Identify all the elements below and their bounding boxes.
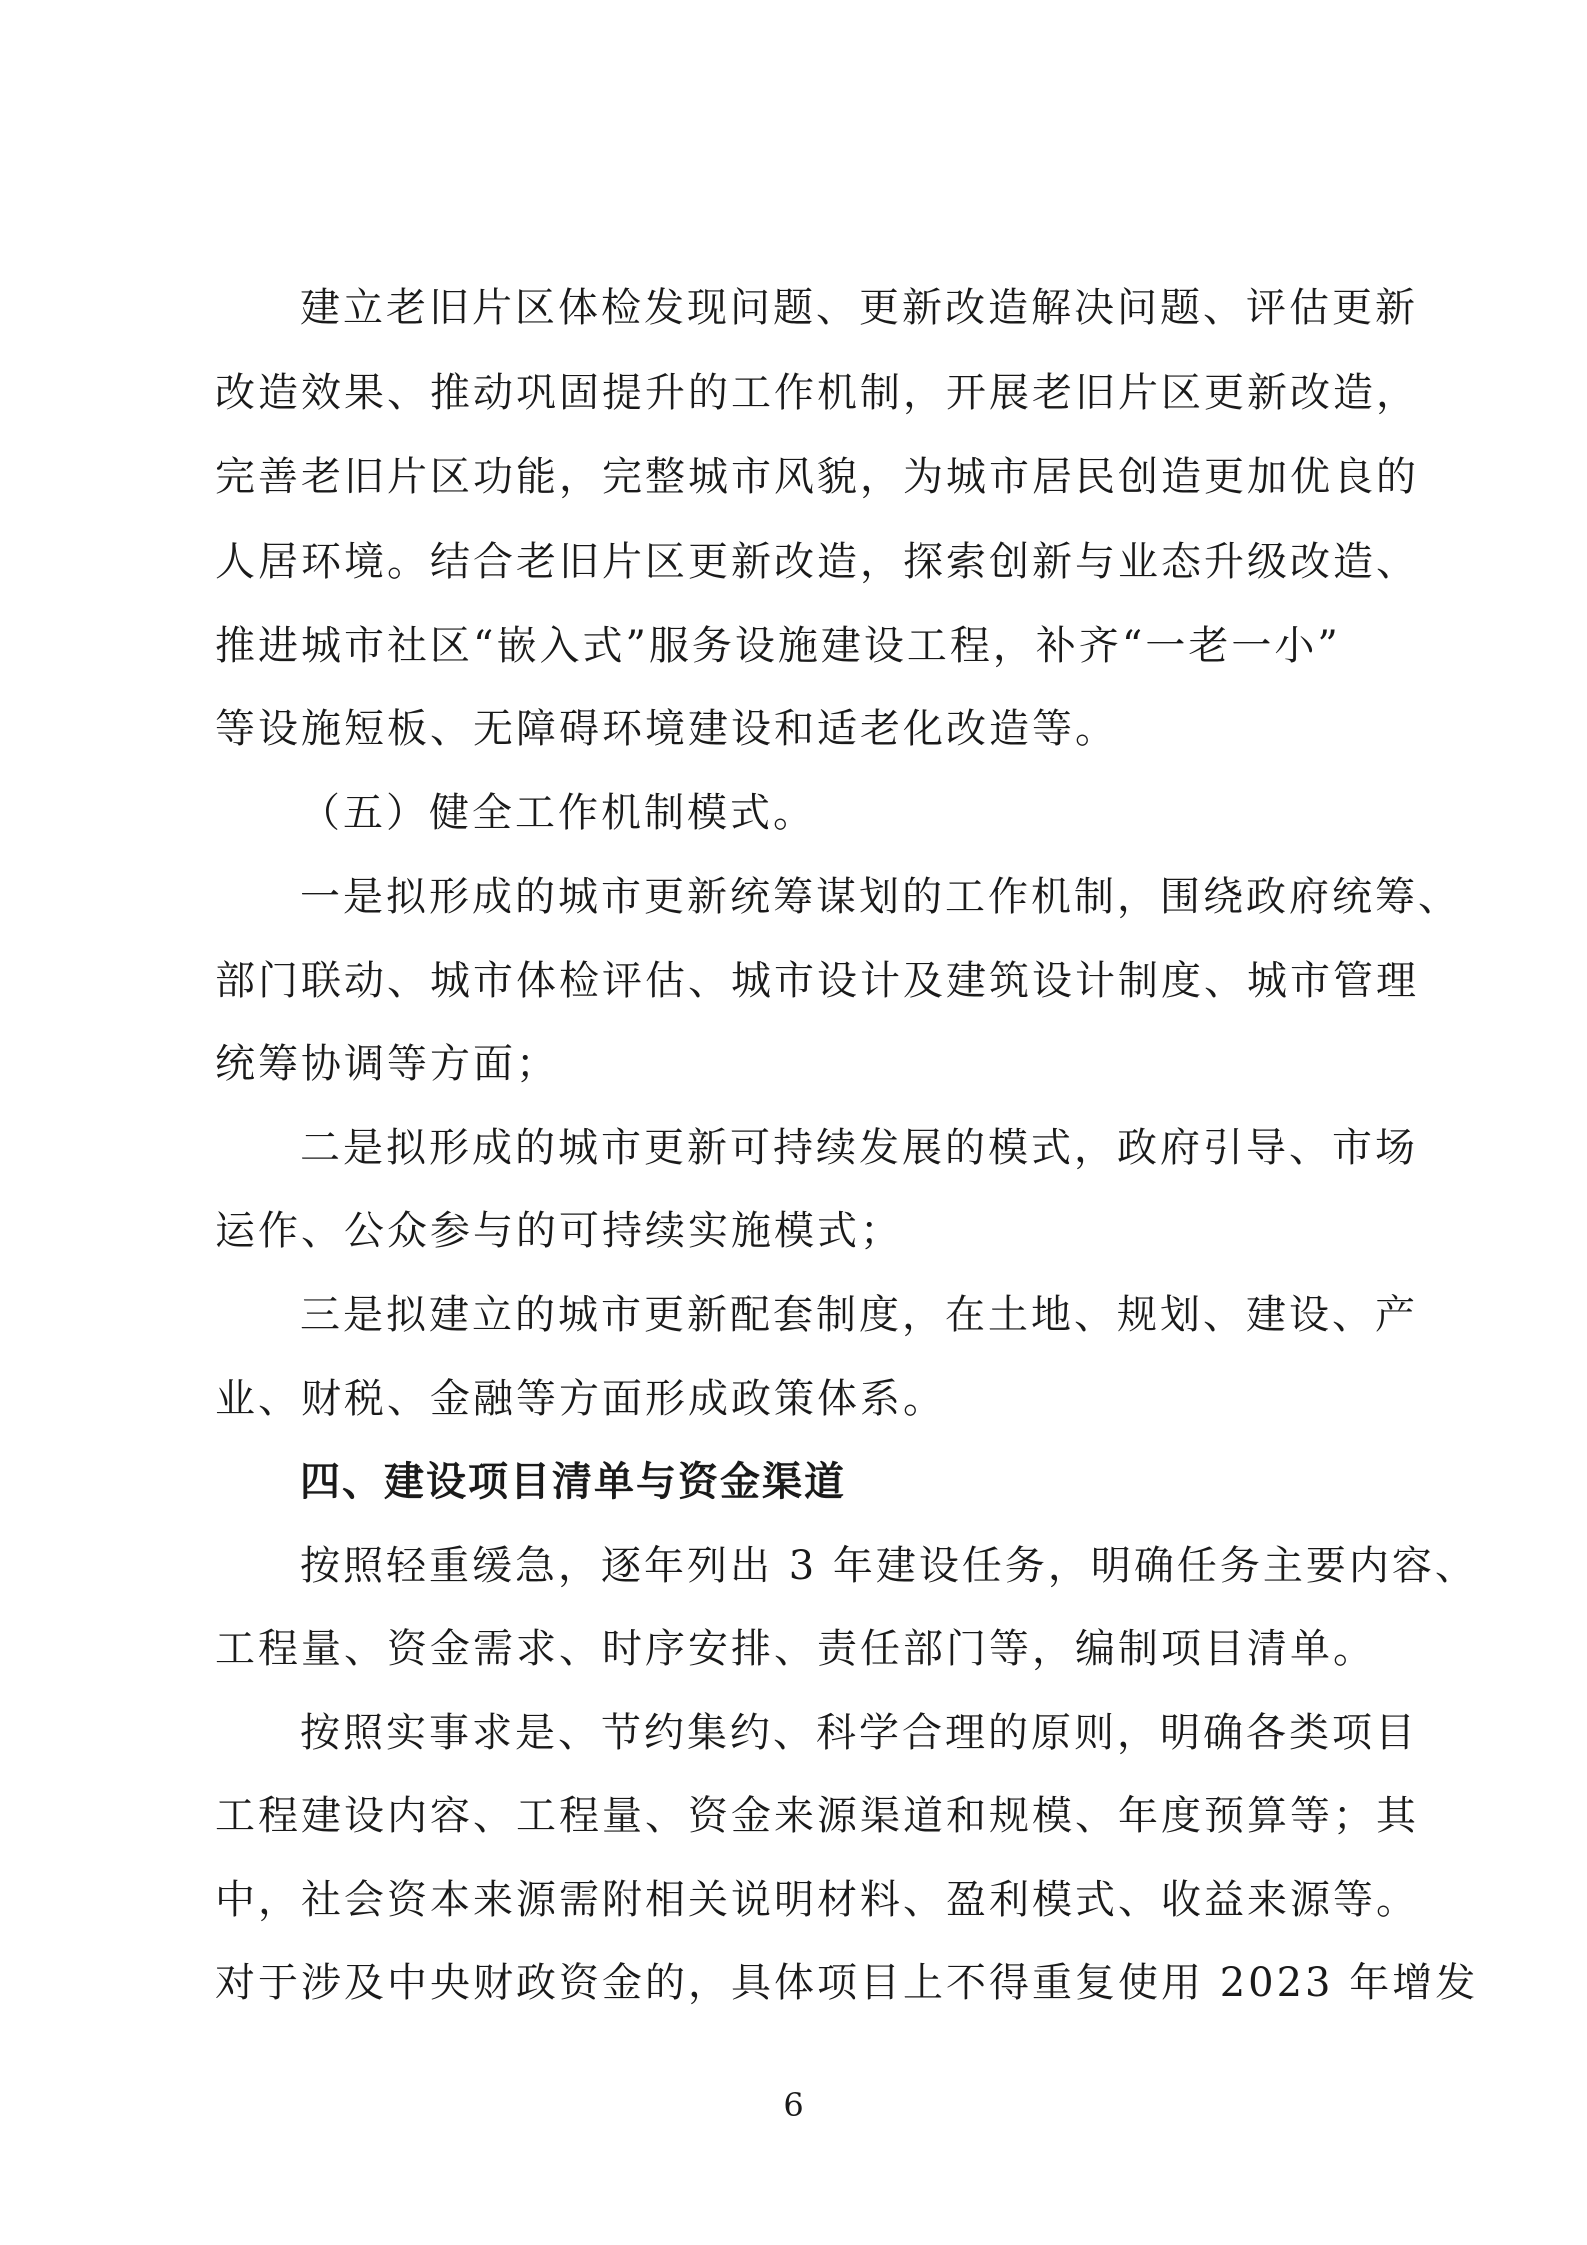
paragraph-line: 中，社会资本来源需附相关说明材料、盈利模式、收益来源等。 xyxy=(215,1877,1419,1923)
paragraph-line: 一是拟形成的城市更新统筹谋划的工作机制，围绕政府统筹、 xyxy=(300,874,1461,920)
paragraph-line: 业、财税、金融等方面形成政策体系。 xyxy=(215,1376,946,1422)
paragraph-line: 工程建设内容、工程量、资金来源渠道和规模、年度预算等；其 xyxy=(215,1793,1419,1839)
paragraph-line: 等设施短板、无障碍环境建设和适老化改造等。 xyxy=(215,706,1118,752)
paragraph-line: 统筹协调等方面； xyxy=(215,1041,559,1087)
section-heading: 四、建设项目清单与资金渠道 xyxy=(300,1459,846,1505)
paragraph-line: 人居环境。结合老旧片区更新改造，探索创新与业态升级改造、 xyxy=(215,539,1419,585)
paragraph-line: 推进城市社区“嵌入式”服务设施建设工程，补齐“一老一小” xyxy=(215,623,1341,669)
paragraph-line: 工程量、资金需求、时序安排、责任部门等，编制项目清单。 xyxy=(215,1626,1376,1672)
paragraph-line: 建立老旧片区体检发现问题、更新改造解决问题、评估更新 xyxy=(300,285,1418,331)
paragraph-line: 按照实事求是、节约集约、科学合理的原则，明确各类项目 xyxy=(300,1710,1418,1756)
paragraph-line: 按照轻重缓急，逐年列出 3 年建设任务，明确任务主要内容、 xyxy=(300,1543,1478,1589)
page-number: 6 xyxy=(783,2086,804,2124)
section-subheading: （五）健全工作机制模式。 xyxy=(300,790,816,836)
paragraph-line: 二是拟形成的城市更新可持续发展的模式，政府引导、市场 xyxy=(300,1125,1418,1171)
paragraph-line: 部门联动、城市体检评估、城市设计及建筑设计制度、城市管理 xyxy=(215,958,1419,1004)
paragraph-line: 完善老旧片区功能，完整城市风貌，为城市居民创造更加优良的 xyxy=(215,454,1419,500)
paragraph-line: 对于涉及中央财政资金的，具体项目上不得重复使用 2023 年增发 xyxy=(215,1960,1479,2006)
paragraph-line: 改造效果、推动巩固提升的工作机制，开展老旧片区更新改造， xyxy=(215,370,1419,416)
paragraph-line: 运作、公众参与的可持续实施模式； xyxy=(215,1208,903,1254)
paragraph-line: 三是拟建立的城市更新配套制度，在土地、规划、建设、产 xyxy=(300,1292,1418,1338)
